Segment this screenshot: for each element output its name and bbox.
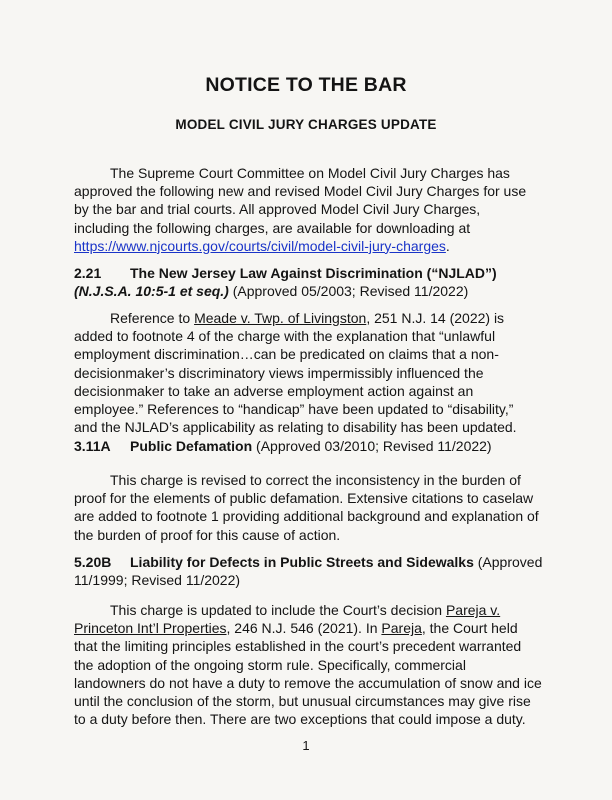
paragraph-line: employment discrimination…can be predicated on claims that a non- (74, 346, 499, 363)
section-paragraph-2-21 (74, 309, 554, 436)
section-title: Liability for Defects in Public Streets and Sidewalks (130, 554, 474, 570)
paragraph-line: This charge is revised to correct the inconsistency in the burden of (110, 472, 521, 488)
case-name: Pareja v. (445, 602, 501, 618)
section-heading-2-21 (74, 264, 554, 300)
section-approval: (Approved (473, 554, 543, 570)
charges-download-link[interactable]: https://www.njcourts.gov/courts/civil/model-civil-jury-charges (74, 237, 446, 254)
intro-line: including the following charges, are available for downloading at (74, 219, 471, 236)
section-title: Public Defamation (130, 438, 253, 454)
page-title: NOTICE TO THE BAR (205, 74, 407, 96)
intro-line-link (74, 237, 554, 255)
text-run: , 251 N.J. 14 (2022) is (366, 310, 505, 326)
paragraph-line: the adoption of the ongoing storm rule. Specifically, commercial (74, 656, 466, 673)
paragraph-line: proof for the elements of public defamation. Extensive citations to caselaw (74, 490, 534, 507)
section-approval: (Approved 03/2010; Revised 11/2022) (252, 438, 492, 454)
paragraph-line: that the limiting principles established in the court’s precedent warranted (74, 638, 522, 655)
section-paragraph-3-11a (74, 471, 554, 544)
case-name: Princeton Int’l Properties (74, 620, 227, 637)
paragraph-line: to a duty before then. There are two exceptions that could impose a duty. (74, 711, 526, 728)
section-number: 2.21 (74, 265, 102, 281)
text-run: This charge is updated to include the Court’s decision (110, 602, 446, 618)
section-approval: (Approved 05/2003; Revised 11/2022) (228, 283, 469, 300)
paragraph-line: employee.” References to “handicap” have been updated to “disability,” (74, 401, 514, 418)
paragraph-line: decisionmaker’s discriminatory views impermissibly influenced the (74, 364, 484, 381)
statute-citation: (N.J.S.A. 10:5-1 et seq.) (74, 283, 229, 300)
section-title: The New Jersey Law Against Discrimination (“NJLAD”) (130, 265, 497, 281)
paragraph-line: landowners do not have a duty to remove the accumulation of snow and ice (74, 674, 542, 691)
intro-line: The Supreme Court Committee on Model Civil Jury Charges has (110, 165, 510, 181)
section-paragraph-5-20b (74, 601, 554, 728)
page-number: 1 (302, 738, 310, 753)
text-run: Reference to (110, 310, 195, 326)
text-run: , 246 N.J. 546 (2021). In (226, 620, 382, 637)
paragraph-line: decisionmaker to take an adverse employment action against an (74, 382, 474, 399)
page-subtitle: MODEL CIVIL JURY CHARGES UPDATE (175, 117, 437, 132)
section-heading-3-11a (74, 437, 554, 455)
intro-period: . (445, 237, 450, 254)
text-run: , the Court held (421, 620, 518, 637)
section-heading-5-20b (74, 553, 554, 589)
section-approval-continued: 11/1999; Revised 11/2022) (74, 572, 241, 589)
case-name: Pareja (381, 620, 422, 637)
intro-line: by the bar and trial courts. All approved Model Civil Jury Charges, (74, 201, 481, 218)
case-name: Meade v. Twp. of Livingston (194, 310, 367, 326)
section-number: 5.20B (74, 554, 112, 570)
intro-paragraph (74, 164, 554, 255)
paragraph-line: and the NJLAD’s applicability as relating to disability has been updated. (74, 419, 517, 436)
paragraph-line: added to footnote 4 of the charge with the explanation that “unlawful (74, 328, 496, 345)
paragraph-line: are added to footnote 1 providing additional background and explanation of (74, 508, 539, 525)
paragraph-line: until the conclusion of the storm, but unusual circumstances may give rise (74, 693, 531, 710)
intro-line: approved the following new and revised Model Civil Jury Charges for use (74, 183, 527, 200)
paragraph-line: the burden of proof for this cause of action. (74, 526, 341, 543)
section-number: 3.11A (74, 438, 111, 454)
